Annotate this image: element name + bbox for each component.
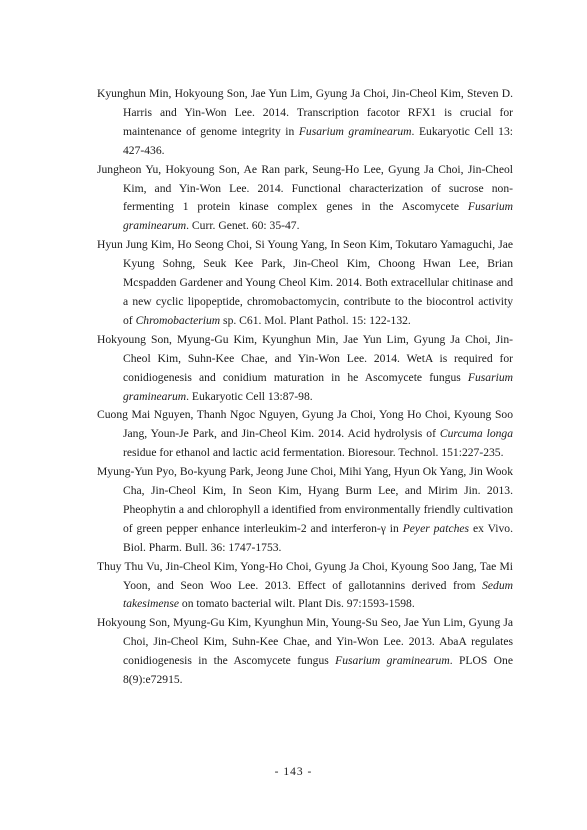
reference-text: Cuong Mai Nguyen, Thanh Ngoc Nguyen, Gyung Ja Choi, Yong Ho Choi, Kyoung Soo Jang, Youn-Je Park, and Jin-Cheol Kim. 2014. Acid hydrolysis of xyxy=(97,408,513,441)
reference-italic-text: Fusarium graminearum xyxy=(123,370,513,403)
reference-italic-text: Peyer patches xyxy=(402,521,470,535)
reference-text: residue for ethanol and lactic acid fermentation. Bioresour. Technol. 151:227-235. xyxy=(123,446,504,460)
reference-text: Hyun Jung Kim, Ho Seong Choi, Si Young Yang, In Seon Kim, Tokutaro Yamaguchi, Jae Kyung Sohng, Seuk Kee Park, Jin-Cheol Kim, Choong Hwan Lee, Brian Mcspadden Gardener and Young Cheol Kim. 2014. Both extracellular chitinase and a new cyclic lipopeptide, chromobactomycin, contribute to the biocontrol activity of xyxy=(97,238,513,327)
reference-text: Kyunghun Min, Hokyoung Son, Jae Yun Lim, Gyung Ja Choi, Jin-Cheol Kim, Steven D. Harris and Yin-Won Lee. 2014. Transcription facotor RFX1 is crucial for maintenance of genome integrity in xyxy=(97,87,513,138)
reference-text: on tomato bacterial wilt. Plant Dis. 97:1593-1598. xyxy=(179,597,415,611)
reference-entry xyxy=(97,236,513,331)
reference-text: . PLOS One 8(9):e72915. xyxy=(123,654,513,687)
page-number: - 143 - xyxy=(274,766,313,778)
reference-entry xyxy=(97,406,513,463)
reference-text: . Eukaryotic Cell 13: 427-436. xyxy=(123,124,513,157)
reference-text: ex Vivo. Biol. Pharm. Bull. 36: 1747-1753. xyxy=(123,521,513,554)
reference-list xyxy=(97,85,513,690)
reference-entry xyxy=(97,558,513,615)
reference-text: Thuy Thu Vu, Jin-Cheol Kim, Yong-Ho Choi, Gyung Ja Choi, Kyoung Soo Jang, Tae Mi Yoon, and Seon Woo Lee. 2013. Effect of gallotannins derived from xyxy=(97,559,513,592)
reference-text: Jungheon Yu, Hokyoung Son, Ae Ran park, Seung-Ho Lee, Gyung Ja Choi, Jin-Cheol Kim, and Yin-Won Lee. 2014. Functional characterization of sucrose non-fermenting 1 protein kinase complex genes in the Ascomycete xyxy=(97,162,513,214)
reference-text: . Curr. Genet. 60: 35-47. xyxy=(186,219,300,233)
reference-italic-text: Fusarium graminearum xyxy=(123,200,513,233)
reference-entry xyxy=(97,85,513,161)
reference-entry xyxy=(97,161,513,237)
reference-italic-text: Curcuma longa xyxy=(439,427,514,441)
reference-entry xyxy=(97,614,513,690)
reference-text: Hokyoung Son, Myung-Gu Kim, Kyunghun Min, Jae Yun Lim, Gyung Ja Choi, Jin-Cheol Kim, Suhn-Kee Chae, and Yin-Won Lee. 2014. WetA is required for conidiogenesis and conidium maturation in he Ascomycete fungus xyxy=(97,332,513,384)
reference-text: Myung-Yun Pyo, Bo-kyung Park, Jeong June Choi, Mihi Yang, Hyun Ok Yang, Jin Wook Cha, Jin-Cheol Kim, In Seon Kim, Hyang Burm Lee, and Mirim Jin. 2013. Pheophytin a and chlorophyll a identified from environmentally friendly cultivation of green pepper enhance interleukim-2 and interferon-γ in xyxy=(97,465,513,535)
reference-italic-text: Chromobacterium xyxy=(135,313,221,327)
reference-italic-text: Fusarium graminearum xyxy=(298,124,412,138)
reference-italic-text: Sedum takesimense xyxy=(123,578,513,611)
reference-entry xyxy=(97,331,513,407)
reference-italic-text: Fusarium graminearum xyxy=(335,654,450,668)
reference-text: Hokyoung Son, Myung-Gu Kim, Kyunghun Min, Young-Su Seo, Jae Yun Lim, Gyung Ja Choi, Jin-Cheol Kim, Suhn-Kee Chae, and Yin-Won Lee. 2013. AbaA regulates conidiogenesis in the Ascomycete fungus xyxy=(97,616,513,668)
reference-text: sp. C61. Mol. Plant Pathol. 15: 122-132. xyxy=(220,313,411,327)
reference-text: . Eukaryotic Cell 13:87-98. xyxy=(186,389,313,403)
reference-entry xyxy=(97,463,513,558)
